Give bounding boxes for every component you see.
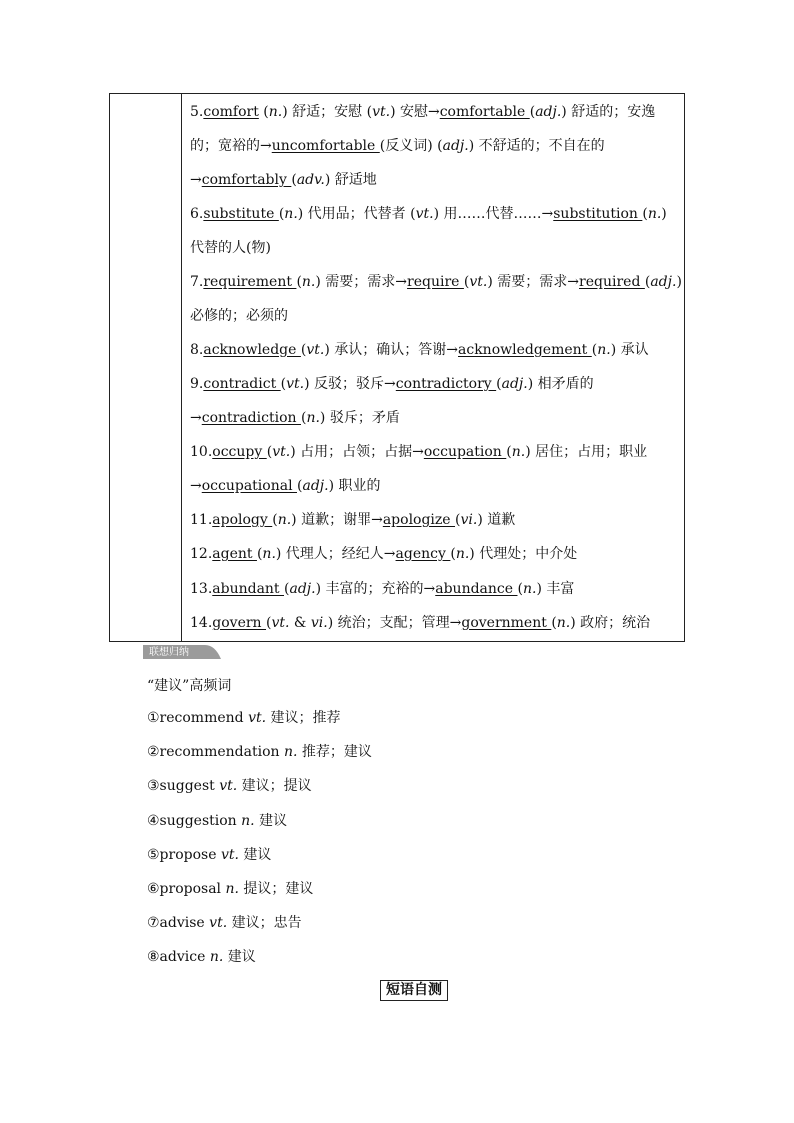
answer-word: contradiction [201,410,301,426]
text-segment: ) 需要；需求→ [315,274,408,290]
assoc-item [147,947,256,967]
answer-word: acknowledge [203,342,301,358]
part-of-speech: n. [284,206,298,222]
part-of-speech: n. [306,410,320,426]
vocab-line [190,613,650,633]
vocab-line [190,170,377,190]
text-segment: 提议；建议 [238,881,314,897]
text-segment: ) 占用；占领；占据→ [290,444,424,460]
text-segment: ( [297,478,303,494]
text-segment: ) 政府；统治 [570,615,651,631]
text-segment: ( [266,444,273,460]
text-segment: 10. [190,444,213,460]
vocab-line [190,544,577,564]
text-segment: 建议 [223,949,256,966]
assoc-item [147,913,302,933]
text-segment: ( [266,615,272,631]
text-segment: 建议；忠告 [227,915,302,932]
vocab-line [190,476,381,496]
part-of-speech: vi. [460,512,478,528]
text-segment: ) 舒适的；安逸 [561,104,656,120]
part-of-speech: n. [268,104,283,120]
table-left-column [110,94,182,641]
text-segment: → [190,172,202,188]
text-segment: ) [661,206,667,222]
text-segment: ( [551,615,557,631]
answer-word: government [461,615,552,631]
part-of-speech: n. [209,949,224,966]
answer-word: comfortably [201,172,292,188]
text-segment: 12. [190,546,213,562]
vocab-line [190,136,605,156]
text-segment: → [190,410,202,426]
part-of-speech: n. [522,581,537,597]
text-segment: ) 安慰→ [390,104,440,120]
text-segment: ⑤propose [147,846,221,863]
text-segment: ) 丰富 [536,581,575,597]
part-of-speech: adj. [535,104,562,120]
assoc-item [147,742,372,762]
vocab-line [190,374,594,394]
text-segment: ) 统治；支配；管理→ [327,615,462,631]
answer-word: occupation [423,444,507,460]
vocab-table [109,93,685,642]
text-segment: ) 相矛盾的 [527,376,594,392]
part-of-speech: n. [647,206,662,222]
vocab-line [190,340,649,360]
text-segment: 建议；提议 [237,778,312,795]
text-segment: ) 承认 [610,342,649,358]
answer-word: uncomfortable [271,138,380,154]
text-segment: ) 道歉；谢罪→ [291,512,383,528]
text-segment: ) 舒适地 [324,172,377,188]
part-of-speech: vt. [219,778,238,795]
answer-word: require [407,274,464,290]
text-segment: ⑧advice [147,949,210,966]
answer-word: apology [212,512,273,528]
text-segment: 代替的人(物) [190,240,271,256]
part-of-speech: n. [556,615,571,631]
text-segment: (反义词) ( [379,138,443,154]
text-segment: ②recommendation [147,744,284,761]
text-segment: ) 代理处；中介处 [469,546,578,562]
text-segment: ( [284,581,290,597]
text-segment: ( [506,444,512,460]
vocab-line [190,510,515,530]
text-segment: ) 代理人；经纪人→ [275,546,396,562]
part-of-speech: vi. [310,615,328,631]
text-segment: 建议 [238,846,272,863]
text-segment: ( [496,376,502,392]
part-of-speech: adj. [501,376,528,392]
text-segment: ) 舒适；安慰 ( [282,104,373,120]
part-of-speech: adv. [296,172,325,188]
answer-word: abundant [212,581,285,597]
part-of-speech: vt. [209,915,228,932]
part-of-speech: n. [241,812,255,829]
answer-word: occupational [201,478,297,494]
answer-word: comfortable [439,104,530,120]
part-of-speech: vt. [415,206,434,222]
part-of-speech: n. [225,881,239,897]
text-segment: 建议 [254,812,288,829]
answer-word: contradictory [395,376,497,392]
vocab-line [190,306,288,326]
answer-word: contradict [203,376,281,392]
assoc-title: “建议”高频词 [147,678,232,694]
text-segment: 5. [190,104,204,120]
text-segment: ) 居住；占用；职业 [525,444,648,460]
text-segment: 推荐；建议 [297,744,372,761]
text-segment: ( [296,274,302,290]
vocab-line [190,102,655,122]
text-segment: 8. [190,342,204,358]
section-badge [143,645,223,661]
part-of-speech: vt. [306,342,325,358]
text-segment: ( [300,410,307,426]
vocab-line [190,238,271,258]
text-segment: ( [642,206,648,222]
text-segment: ( [517,581,523,597]
text-segment: ) 用……代替……→ [433,206,554,222]
phrase-test-button[interactable]: 短语自测 [380,980,448,1001]
part-of-speech: vt. [469,274,488,290]
badge-label: 联想归纳 [149,647,189,658]
text-segment: & [289,615,311,631]
part-of-speech: vt. [220,846,239,863]
answer-word: agency [395,546,451,562]
text-segment: 11. [190,512,213,528]
vocab-line [190,442,647,462]
text-segment: ) [676,274,682,290]
text-segment: ) 丰富的；充裕的→ [315,581,436,597]
assoc-item [147,776,312,796]
text-segment: ) 道歉 [477,512,516,528]
text-segment: ) 职业的 [328,478,381,494]
text-segment: 6. [190,206,204,222]
text-segment: ) 代用品；代替者 ( [297,206,416,222]
part-of-speech: n. [511,444,526,460]
text-segment: ) 反驳；驳斥→ [304,376,396,392]
text-segment: ( [529,104,536,120]
part-of-speech: n. [283,744,298,761]
text-segment: ( [591,342,598,358]
vocab-line [190,579,574,599]
text-segment: ( [280,376,287,392]
part-of-speech: vt. [248,710,267,726]
text-segment: ⑥proposal [147,881,226,897]
assoc-item [147,708,341,728]
vocab-line [190,204,667,224]
answer-word: govern [212,615,267,631]
text-segment: ( [291,172,297,188]
text-segment: ( [455,512,461,528]
text-segment: → [190,478,202,494]
answer-word: comfort [203,104,259,120]
text-segment: ) 需要；需求→ [487,274,580,290]
text-segment: ) 驳斥；矛盾 [319,410,400,426]
part-of-speech: vt. [372,104,391,120]
part-of-speech: n. [277,512,292,528]
answer-word: required [579,274,645,290]
text-segment: 9. [190,376,204,392]
part-of-speech: vt. [272,444,291,460]
vocab-line [190,272,682,292]
text-segment: ( [644,274,651,290]
answer-word: occupy [212,444,267,460]
text-segment: ( [272,512,278,528]
part-of-speech: vt. [286,376,305,392]
text-segment: ⑦advise [147,915,210,932]
assoc-item [147,879,313,899]
part-of-speech: n. [301,274,316,290]
part-of-speech: adj. [302,478,329,494]
text-segment: ( [278,206,285,222]
part-of-speech: n. [597,342,611,358]
part-of-speech: vt. [271,615,290,631]
text-segment: 13. [190,581,213,597]
assoc-item [147,811,287,831]
answer-word: substitution [553,206,643,222]
text-segment: 7. [190,274,204,290]
vocab-line [190,408,400,428]
answer-word: abundance [435,581,518,597]
text-segment: ( [463,274,470,290]
text-segment: ) 不舒适的；不自在的 [468,138,605,154]
text-segment: 建议；推荐 [266,710,341,726]
text-segment: 必修的；必须的 [190,308,288,324]
text-segment: ( [256,546,263,562]
text-segment: ( [450,546,456,562]
text-segment: ③suggest [147,778,220,795]
part-of-speech: adj. [289,581,316,597]
text-segment: ①recommend [147,710,249,726]
assoc-item [147,845,271,865]
text-segment: 的；宽裕的→ [190,138,272,154]
part-of-speech: adj. [650,274,677,290]
answer-word: acknowledgement [458,342,592,358]
text-segment: ( [300,342,307,358]
answer-word: requirement [203,274,297,290]
text-segment: 14. [190,615,213,631]
answer-word: agent [212,546,257,562]
text-segment: ( [258,104,269,120]
answer-word: apologize [382,512,456,528]
text-segment: ④suggestion [147,812,242,829]
part-of-speech: n. [455,546,470,562]
text-segment: ) 承认；确认；答谢→ [324,342,459,358]
answer-word: substitute [203,206,279,222]
part-of-speech: adj. [442,138,469,154]
part-of-speech: n. [262,546,276,562]
